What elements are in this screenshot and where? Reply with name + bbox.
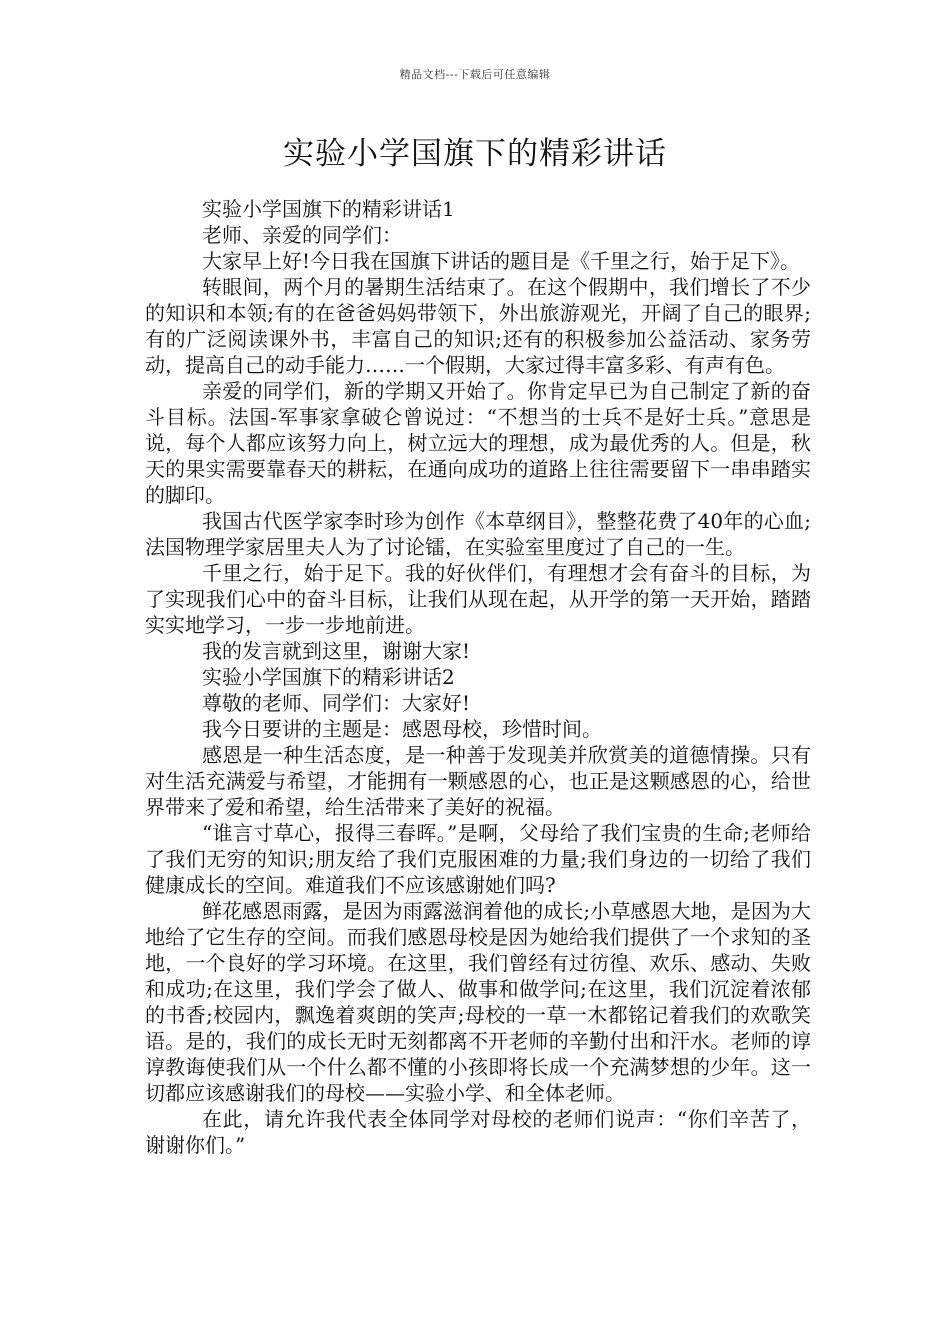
page-header: 精品文档---下载后可任意编辑 (399, 68, 551, 81)
paragraph: 转眼间，两个月的暑期生活结束了。在这个假期中，我们增长了不少的知识和本领;有的在爸爸妈妈带领下，外出旅游观光，开阔了自己的眼界;有的广泛阅读课外书，丰富自己的知识;还有的积极参加公益活动、家务劳动，提高自己的动手能力……一个假期，大家过得丰富多彩、有声有色。 (145, 275, 811, 377)
paragraph: 我国古代医学家李时珍为创作《本草纲目》，整整花费了40年的心血;法国物理学家居里夫人为了讨论镭，在实验室里度过了自己的一生。 (145, 509, 811, 559)
paragraph: 我的发言就到这里，谢谢大家! (202, 639, 471, 663)
paragraph: 亲爱的同学们，新的学期又开始了。你肯定早已为自己制定了新的奋斗目标。法国-军事家拿破仑曾说过：“不想当的士兵不是好士兵。”意思是说，每个人都应该努力向上，树立远大的理想，成为最优秀的人。但是，秋天的果实需要靠春天的耕耘，在通向成功的道路上往往需要留下一串串踏实的脚印。 (145, 379, 811, 507)
document-body (145, 196, 811, 1158)
document-title: 实验小学国旗下的精彩讲话 (283, 136, 667, 172)
paragraph: 千里之行，始于足下。我的好伙伴们，有理想才会有奋斗的目标，为了实现我们心中的奋斗目标，让我们从现在起，从开学的第一天开始，踏踏实实地学习，一步一步地前进。 (145, 561, 811, 637)
paragraph: “谁言寸草心，报得三春晖。”是啊，父母给了我们宝贵的生命;老师给了我们无穷的知识;朋友给了我们克服困难的力量;我们身边的一切给了我们健康成长的空间。难道我们不应该感谢她们吗? (145, 821, 811, 897)
paragraph: 我今日要讲的主题是：感恩母校，珍惜时间。 (202, 717, 602, 741)
paragraph: 感恩是一种生活态度，是一种善于发现美并欣赏美的道德情操。只有对生活充满爱与希望，才能拥有一颗感恩的心，也正是这颗感恩的心，给世界带来了爱和希望，给生活带来了美好的祝福。 (145, 743, 811, 819)
paragraph: 老师、亲爱的同学们： (202, 223, 402, 247)
paragraph: 尊敬的老师、同学们：大家好! (202, 691, 471, 715)
paragraph: 实验小学国旗下的精彩讲话1 (202, 197, 455, 221)
paragraph: 鲜花感恩雨露，是因为雨露滋润着他的成长;小草感恩大地，是因为大地给了它生存的空间。而我们感恩母校是因为她给我们提供了一个求知的圣地，一个良好的学习环境。在这里，我们曾经有过彷徨、欢乐、感动、失败和成功;在这里，我们学会了做人、做事和做学问;在这里，我们沉淀着浓郁的书香;校园内，飘逸着爽朗的笑声;母校的一草一木都铭记着我们的欢歌笑语。是的，我们的成长无时无刻都离不开老师的辛勤付出和汗水。老师的谆谆教诲使我们从一个什么都不懂的小孩即将长成一个充满梦想的少年。这一切都应该感谢我们的母校——实验小学、和全体老师。 (145, 899, 811, 1105)
paragraph: 大家早上好!今日我在国旗下讲话的题目是《千里之行，始于足下》。 (202, 249, 801, 273)
paragraph: 在此，请允许我代表全体同学对母校的老师们说声：“你们辛苦了，谢谢你们。” (145, 1107, 811, 1157)
paragraph: 实验小学国旗下的精彩讲话2 (202, 665, 455, 689)
